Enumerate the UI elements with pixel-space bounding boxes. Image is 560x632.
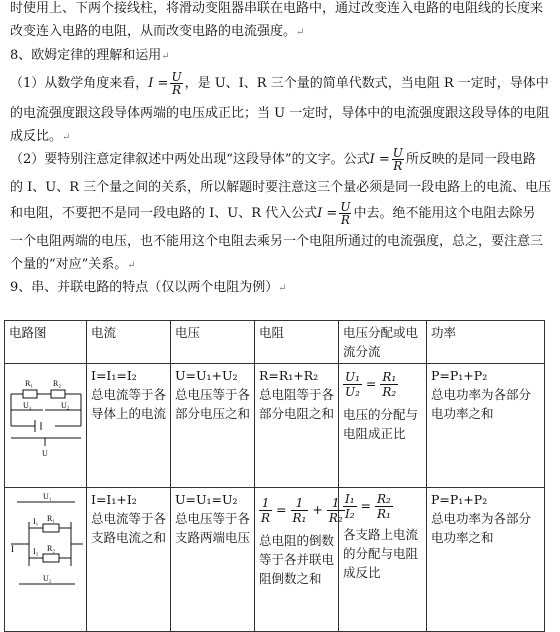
text-span: 8、欧姆定律的理解和运用 <box>10 48 162 63</box>
formula-text: U=U₁+U₂ <box>175 368 238 383</box>
parallel-voltage-cell <box>171 488 255 632</box>
formula-text: I=I₁=I₂ <box>91 368 137 383</box>
text-span: 时使用上、下两个接线柱，将滑动变阻器串联在电路中，通过改变连入电路的电阻线的长度来 <box>10 1 544 16</box>
fraction <box>259 496 272 525</box>
fraction-numerator: U <box>392 146 403 160</box>
diagram-label: R₂ <box>47 544 56 553</box>
diagram-label: U <box>42 449 48 458</box>
fraction <box>291 496 309 525</box>
parallel-circuit-icon <box>5 488 87 626</box>
header-cell: 电阻 <box>255 321 339 364</box>
fraction-denominator: R₁ <box>377 507 391 521</box>
text-span: 一个电阻两端的电压，也不能用这个电阻去乘另一个电阻所通过的电流强度，总之，要注意三 <box>10 234 544 249</box>
formula-text: R=R₁+R₂ <box>259 368 319 383</box>
text-span: 改变连入电路的电阻，从而改变电路的电流强度。 <box>10 24 297 39</box>
fraction <box>375 492 393 521</box>
description-text: 总电阻等于各部分电阻之和 <box>259 387 335 421</box>
series-ratio-cell <box>339 364 427 488</box>
text-span: 个量的“对应”关系。 <box>10 257 128 272</box>
description-text: 总电流等于各支路电流之和 <box>91 511 167 545</box>
parallel-circuit-diagram <box>5 488 87 632</box>
series-voltage-cell <box>171 364 255 488</box>
reciprocal-formula <box>259 496 343 525</box>
header-cell: 电流 <box>87 321 171 364</box>
table-row-series <box>5 364 545 488</box>
description-text: 各支路上电流的分配与电阻成反比 <box>343 527 419 580</box>
series-circuit-diagram <box>5 364 87 488</box>
fraction-numerator: U <box>171 70 182 84</box>
text-line <box>10 102 550 125</box>
fraction-numerator: 1 <box>327 496 345 511</box>
formula-text: I=I₁+I₂ <box>91 492 137 507</box>
description-text: 总电压等于各支路两端电压 <box>175 511 251 545</box>
table-header-row <box>5 321 545 364</box>
fraction-denominator: R₁ <box>292 511 307 525</box>
text-line <box>10 197 550 231</box>
formula-fraction <box>392 147 404 172</box>
paragraph-mark-icon: ↵ <box>161 51 170 62</box>
description-text: 总电压等于各部分电压之和 <box>175 387 251 421</box>
fraction-numerator: 1 <box>291 496 309 511</box>
plus-sign: + <box>312 502 323 517</box>
text-span: 所反映的是同一段电路 <box>405 152 536 167</box>
diagram-label: U₁ <box>43 492 52 501</box>
text-line <box>10 176 550 199</box>
diagram-label: U₂ <box>61 401 70 410</box>
formula-text: P=P₁+P₂ <box>431 492 488 507</box>
parallel-resistance-cell <box>255 488 343 632</box>
fraction-numerator: R₁ <box>382 370 397 384</box>
paragraph-mark-icon: ↵ <box>62 132 71 143</box>
text-line <box>10 143 550 177</box>
fraction-numerator: 1 <box>259 496 272 511</box>
fraction-denominator: R <box>171 83 182 97</box>
equals-sign: = <box>365 376 377 391</box>
section-heading <box>10 276 550 300</box>
description-text: 总电功率为各部分电功率之和 <box>431 511 532 545</box>
description-text: 电压的分配与电阻成正比 <box>343 407 419 441</box>
text-line <box>10 20 550 44</box>
text-span: 成反比。 <box>10 129 63 144</box>
text-span: 的电流强度跟这段导体两端的电压成正比；当 U 一定时，导体中的电流强度跟这段导体的电阻 <box>10 106 550 121</box>
description-text: 总电功率为各部分电功率之和 <box>431 387 532 421</box>
text-span: （1）从数学角度来看， <box>10 76 149 91</box>
description-text: 总电阻的倒数等于各并联电阻倒数之和 <box>259 533 335 586</box>
formula-fraction <box>339 201 351 226</box>
text-span: 的 I、U、R 三个量之间的关系，所以解题时要注意这三个量必须是同一段电路上的电流、电压 <box>10 180 552 195</box>
fraction-numerator: U₁ <box>345 370 360 384</box>
description-text: 总电流等于各导体上的电流 <box>91 387 167 421</box>
formula-lhs: I = <box>369 152 390 167</box>
fraction <box>327 496 345 525</box>
diagram-label: U₁ <box>23 401 32 410</box>
formula-lhs: I = <box>148 76 169 91</box>
fraction-denominator: R <box>340 213 350 227</box>
fraction-denominator: R <box>393 159 403 173</box>
header-cell: 功率 <box>427 321 545 364</box>
text-span: ，是 U、I、R 三个量的简单代数式，当电阻 R 一定时，导体中 <box>184 76 549 91</box>
text-line <box>10 0 550 20</box>
diagram-label: I₁ <box>33 517 39 526</box>
fraction <box>343 370 362 399</box>
ratio-formula <box>343 492 422 521</box>
parallel-ratio-cell <box>339 488 427 632</box>
text-line <box>10 67 550 101</box>
fraction-denominator: U₂ <box>345 385 360 399</box>
paragraph-mark-icon: ↵ <box>296 27 305 38</box>
parallel-current-cell <box>87 488 171 632</box>
header-cell: 电路图 <box>5 321 87 364</box>
paragraph-mark-icon: ↵ <box>278 283 287 294</box>
series-resistance-cell <box>255 364 339 488</box>
series-current-cell <box>87 364 171 488</box>
header-cell: 电压分配或电流分流 <box>339 321 427 364</box>
section-heading <box>10 44 550 68</box>
fraction-numerator: U <box>340 200 351 214</box>
text-span: 9、串、并联电路的特点（仅以两个电阻为例） <box>10 280 279 295</box>
formula-fraction <box>170 71 182 96</box>
formula-text: P=P₁+P₂ <box>431 368 488 383</box>
header-cell: 电压 <box>171 321 255 364</box>
diagram-label: R₂ <box>53 379 62 388</box>
equals-sign: = <box>360 498 372 513</box>
formula-lhs: I = <box>317 206 338 221</box>
equals-sign: = <box>276 502 287 517</box>
fraction-denominator: R₂ <box>328 511 343 525</box>
text-span: （2）要特别注意定律叙述中两处出现“这段导体”的文字。公式 <box>10 152 370 167</box>
fraction-denominator: R₂ <box>382 385 397 399</box>
diagram-label: I₂ <box>33 547 39 556</box>
ratio-formula <box>343 370 422 399</box>
diagram-label: R₁ <box>47 514 56 523</box>
text-span: 中去。绝不能用这个电阻去除另 <box>353 206 536 221</box>
formula-text: U=U₁=U₂ <box>175 492 238 507</box>
diagram-label: U₂ <box>43 574 52 583</box>
text-line <box>10 230 550 253</box>
fraction-numerator: I₁ <box>345 492 355 506</box>
fraction-numerator: R₂ <box>377 492 391 506</box>
text-span: 和电阻，不要把不是同一段电路的 I、U、R 代入公式 <box>10 206 318 221</box>
parallel-power-cell <box>427 488 545 632</box>
fraction <box>343 492 357 521</box>
series-power-cell <box>427 364 545 488</box>
fraction <box>380 370 398 399</box>
diagram-label: I <box>11 544 14 554</box>
table-row-parallel <box>5 488 545 632</box>
fraction-denominator: I₂ <box>345 507 355 521</box>
paragraph-mark-icon: ↵ <box>127 260 136 271</box>
fraction-denominator: R <box>261 511 271 525</box>
diagram-label: R₁ <box>25 379 34 388</box>
circuit-comparison-table <box>4 320 545 632</box>
series-circuit-icon <box>5 364 87 482</box>
text-line <box>10 253 550 277</box>
